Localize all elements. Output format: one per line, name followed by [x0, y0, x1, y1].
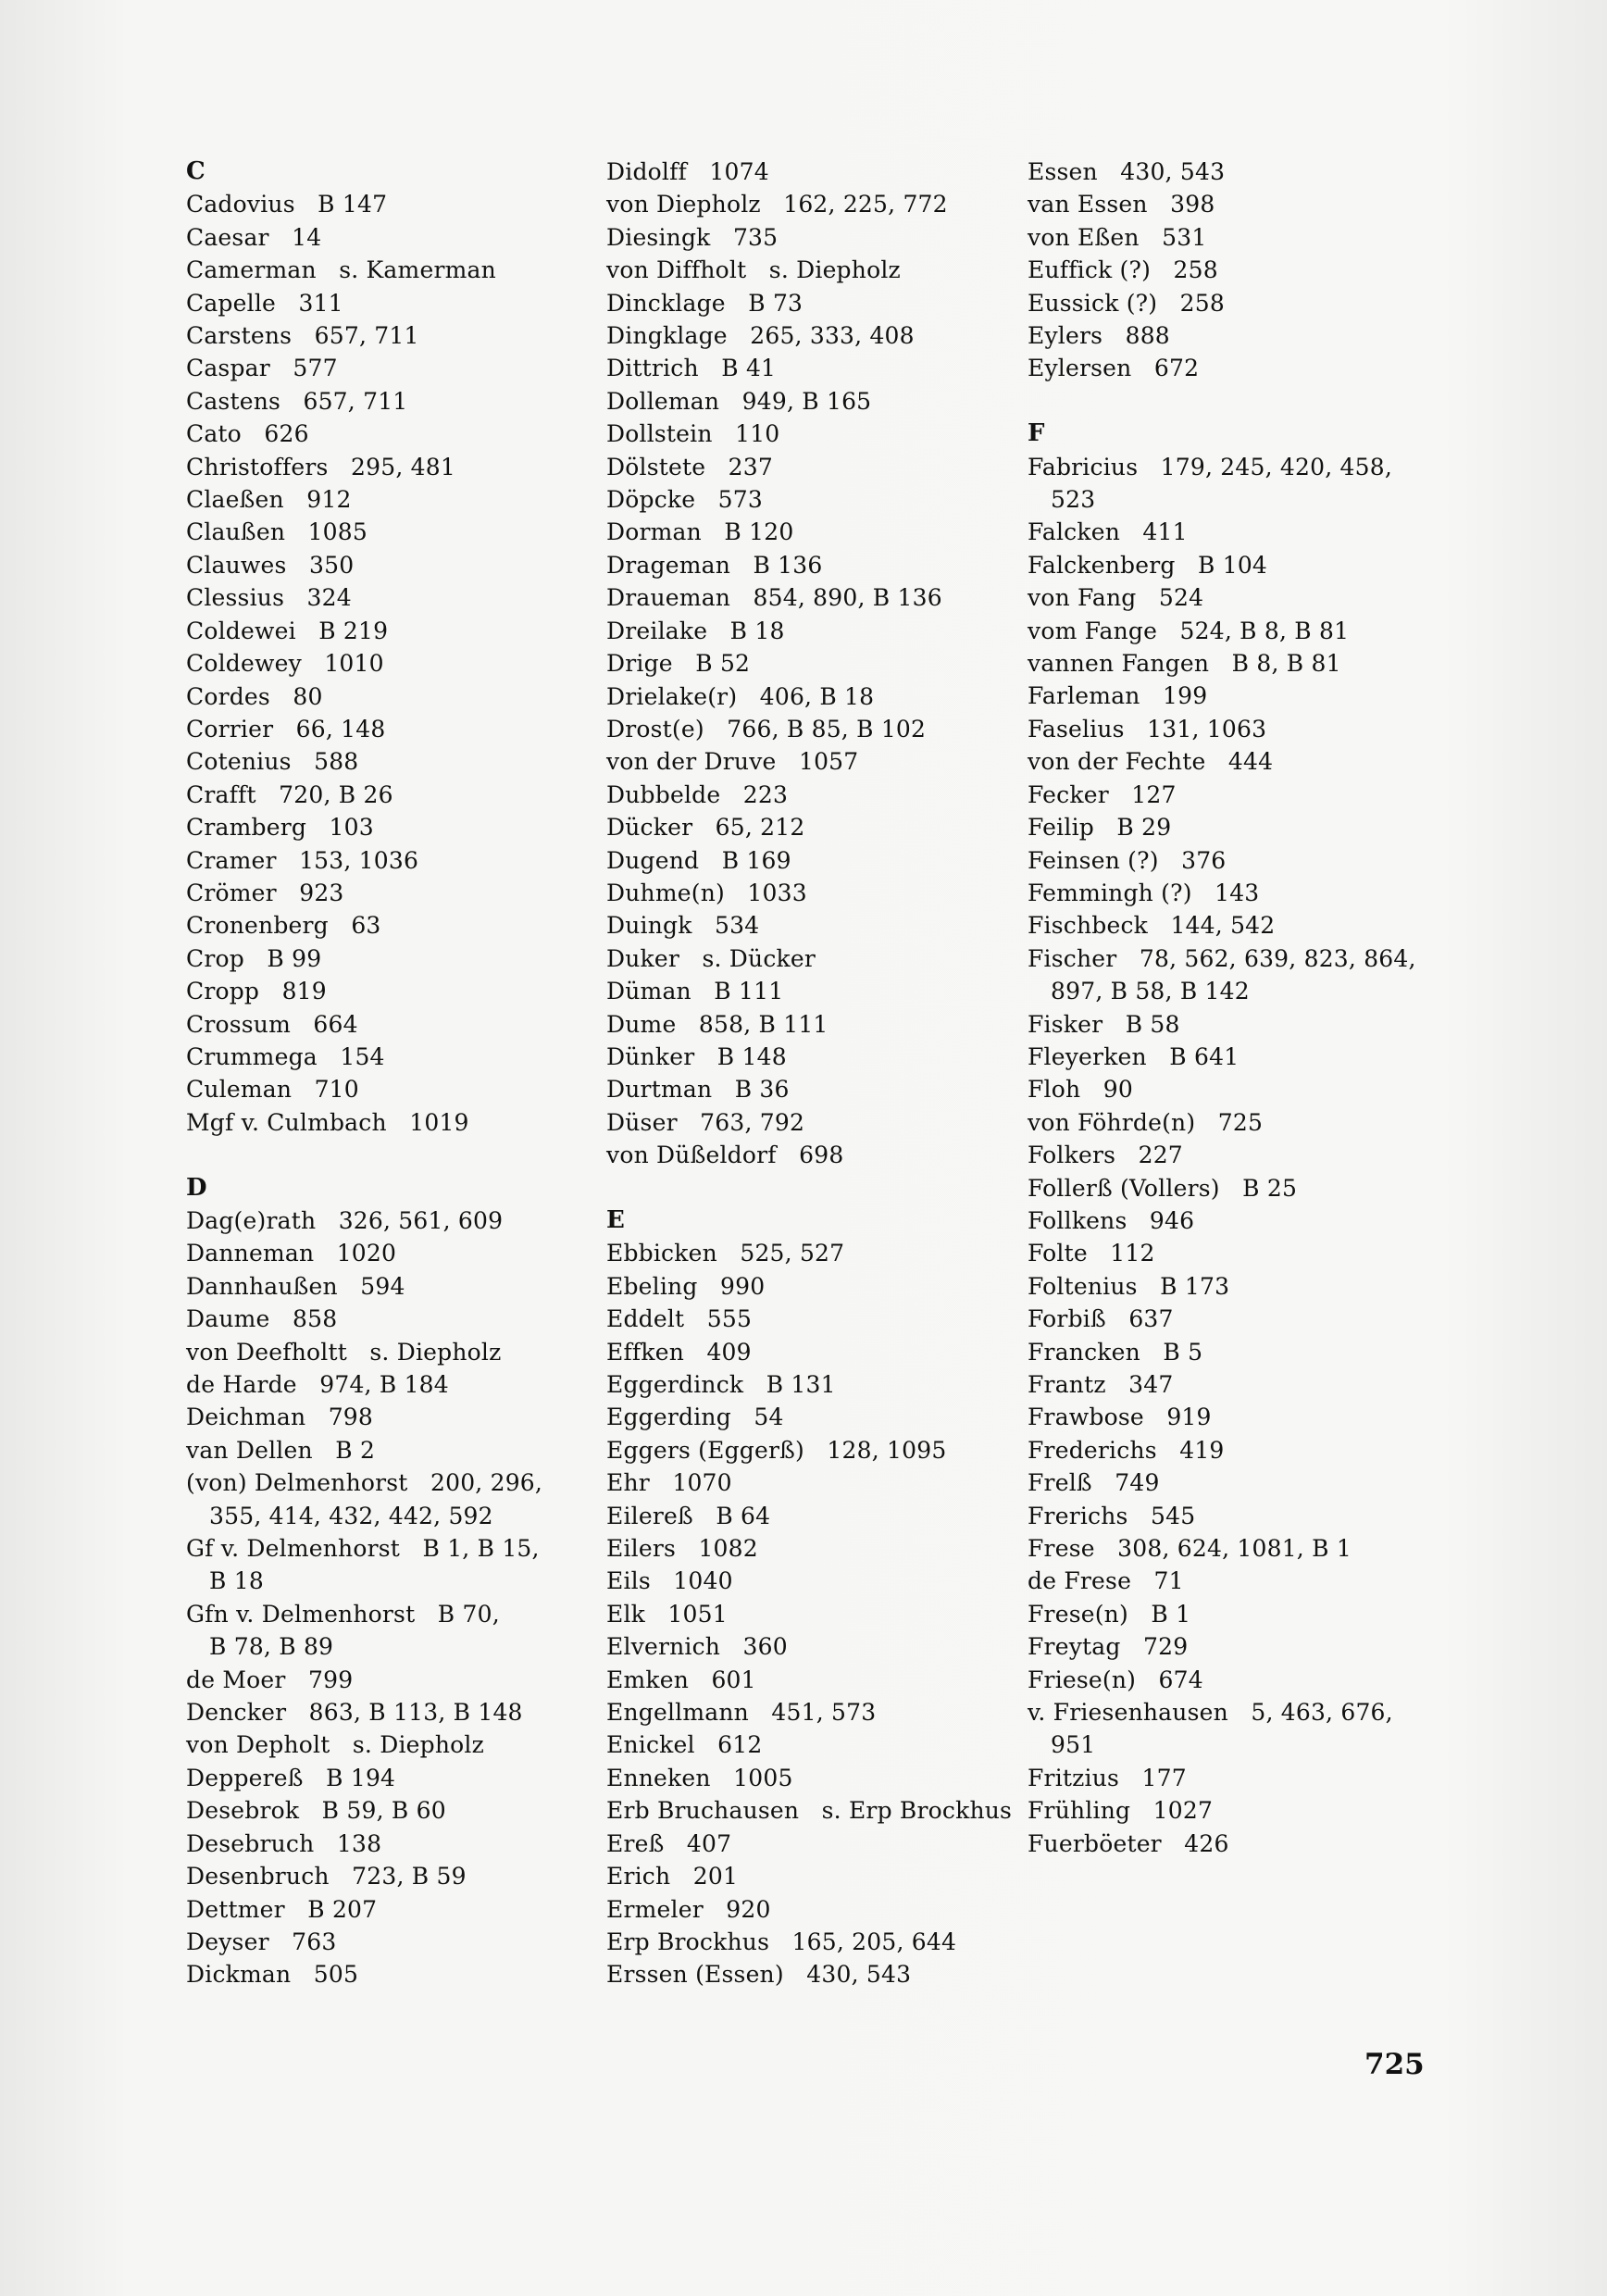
index-entry: Enickel 612: [606, 1731, 763, 1759]
index-entry: Effken 409: [606, 1338, 752, 1366]
index-entry-continuation: 897, B 58, B 142: [1051, 978, 1250, 1005]
index-entry: Euffick (?) 258: [1028, 256, 1218, 284]
index-entry: Cropp 819: [186, 978, 327, 1005]
index-entry: Diesingk 735: [606, 223, 779, 251]
index-entry: Ermeler 920: [606, 1895, 771, 1923]
index-entry: Frelß 749: [1028, 1469, 1160, 1497]
index-entry: Döpcke 573: [606, 486, 764, 514]
index-entry: Eils 1040: [606, 1567, 733, 1595]
index-entry: Clessius 324: [186, 584, 352, 612]
index-entry: Foltenius B 173: [1028, 1272, 1230, 1300]
index-entry: Fecker 127: [1028, 780, 1177, 808]
index-entry: Cato 626: [186, 420, 309, 448]
index-entry: von Eßen 531: [1028, 223, 1207, 251]
index-entry: Mgf v. Culmbach 1019: [186, 1108, 469, 1136]
index-entry: Ebbicken 525, 527: [606, 1240, 845, 1267]
index-entry: Dittrich B 41: [606, 355, 777, 382]
index-entry: Ereß 407: [606, 1829, 732, 1857]
index-entry: Ehr 1070: [606, 1469, 732, 1497]
index-entry: Cronenberg 63: [186, 912, 381, 940]
index-entry: Carstens 657, 711: [186, 322, 419, 350]
index-entry: Castens 657, 711: [186, 387, 408, 415]
index-entry: Camerman s. Kamerman: [186, 256, 496, 284]
index-entry: Cordes 80: [186, 682, 323, 710]
index-entry: Dencker 863, B 113, B 148: [186, 1699, 523, 1727]
index-entry: Claußen 1085: [186, 518, 367, 546]
index-column-3: [1028, 156, 1435, 1860]
index-entry: Crossum 664: [186, 1010, 358, 1038]
index-entry: Dannhaußen 594: [186, 1272, 405, 1300]
index-entry: Faselius 131, 1063: [1028, 715, 1267, 742]
index-entry: Dag(e)rath 326, 561, 609: [186, 1206, 504, 1234]
index-entry: Düman B 111: [606, 978, 784, 1005]
index-entry: Coldewey 1010: [186, 650, 384, 678]
index-entry-continuation: 951: [1051, 1731, 1096, 1759]
index-entry: Essen 430, 543: [1028, 158, 1226, 185]
index-entry: Crop B 99: [186, 944, 322, 972]
index-entry: Friese(n) 674: [1028, 1666, 1203, 1693]
index-entry: Dünker B 148: [606, 1042, 787, 1070]
index-entry: Dume 858, B 111: [606, 1010, 828, 1038]
index-entry: Eilers 1082: [606, 1535, 758, 1563]
index-entry: Drageman B 136: [606, 551, 823, 579]
index-entry: von der Druve 1057: [606, 748, 859, 776]
index-entry: Eddelt 555: [606, 1305, 753, 1333]
index-entry: vannen Fangen B 8, B 81: [1028, 650, 1341, 678]
index-entry: Frühling 1027: [1028, 1797, 1214, 1825]
index-entry: Crafft 720, B 26: [186, 780, 393, 808]
index-entry: Dreilake B 18: [606, 617, 785, 644]
index-entry: Femmingh (?) 143: [1028, 879, 1260, 906]
index-entry: Folte 112: [1028, 1240, 1155, 1267]
index-entry: Dickman 505: [186, 1961, 359, 1989]
section-letter: D: [186, 1173, 207, 1202]
index-entry: von der Fechte 444: [1028, 748, 1274, 776]
index-entry: Cramer 153, 1036: [186, 846, 419, 874]
index-entry: Duker s. Dücker: [606, 944, 816, 972]
index-entry: Desenbruch 723, B 59: [186, 1863, 467, 1890]
index-entry: van Dellen B 2: [186, 1436, 376, 1464]
index-entry: Dollstein 110: [606, 420, 780, 448]
index-entry: Crummega 154: [186, 1042, 385, 1070]
index-entry: Drige B 52: [606, 650, 751, 678]
index-entry: Dölstete 237: [606, 453, 773, 480]
index-entry: Danneman 1020: [186, 1240, 397, 1267]
index-entry: Elk 1051: [606, 1600, 728, 1628]
index-entry: Fischbeck 144, 542: [1028, 912, 1276, 940]
index-entry: von Depholt s. Diepholz: [186, 1731, 484, 1759]
index-entry: Duingk 534: [606, 912, 760, 940]
index-entry: Feinsen (?) 376: [1028, 846, 1227, 874]
index-entry: Erich 201: [606, 1863, 739, 1890]
section-letter: F: [1028, 419, 1045, 448]
index-entry-continuation: B 78, B 89: [209, 1633, 334, 1661]
index-entry: Farleman 199: [1028, 682, 1208, 710]
index-entry: van Essen 398: [1028, 191, 1215, 218]
index-entry: Falckenberg B 104: [1028, 551, 1268, 579]
index-entry: Fisker B 58: [1028, 1010, 1180, 1038]
index-entry: de Harde 974, B 184: [186, 1371, 449, 1399]
index-entry: von Föhrde(n) 725: [1028, 1108, 1264, 1136]
index-entry: Durtman B 36: [606, 1076, 790, 1104]
index-entry: Enneken 1005: [606, 1764, 793, 1791]
index-entry: Culeman 710: [186, 1076, 359, 1104]
section-letter: C: [186, 157, 206, 185]
index-entry: Capelle 311: [186, 289, 343, 317]
index-entry: Drielake(r) 406, B 18: [606, 682, 875, 710]
index-entry: Falcken 411: [1028, 518, 1188, 546]
index-entry: Cotenius 588: [186, 748, 359, 776]
index-entry: von Diepholz 162, 225, 772: [606, 191, 948, 218]
index-entry: vom Fange 524, B 8, B 81: [1028, 617, 1350, 644]
index-entry: Francken B 5: [1028, 1338, 1203, 1366]
index-entry: Follerß (Vollers) B 25: [1028, 1174, 1298, 1202]
index-entry: Didolff 1074: [606, 158, 769, 185]
index-entry: Folkers 227: [1028, 1142, 1183, 1169]
index-column-1: [186, 156, 593, 1991]
index-entry: (von) Delmenhorst 200, 296,: [186, 1469, 543, 1497]
index-entry-continuation: 355, 414, 432, 442, 592: [209, 1502, 493, 1529]
index-entry: Eussick (?) 258: [1028, 289, 1225, 317]
index-entry: Fritzius 177: [1028, 1764, 1187, 1791]
index-entry: Erb Bruchausen s. Erp Brockhus: [606, 1797, 1013, 1825]
index-entry: von Fang 524: [1028, 584, 1204, 612]
index-entry: Deyser 763: [186, 1928, 337, 1955]
index-entry: Düser 763, 792: [606, 1108, 805, 1136]
index-entry: Claeßen 912: [186, 486, 352, 514]
index-entry: Dettmer B 207: [186, 1895, 378, 1923]
index-entry: Erssen (Essen) 430, 543: [606, 1961, 912, 1989]
index-entry: Frese(n) B 1: [1028, 1600, 1191, 1628]
index-entry: Desebrok B 59, B 60: [186, 1797, 446, 1825]
index-entry: Frese 308, 624, 1081, B 1: [1028, 1535, 1352, 1563]
index-entry: Elvernich 360: [606, 1633, 788, 1661]
index-entry-continuation: 523: [1051, 486, 1096, 514]
index-entry: Draueman 854, 890, B 136: [606, 584, 942, 612]
index-entry: Eylersen 672: [1028, 355, 1200, 382]
index-entry: Engellmann 451, 573: [606, 1699, 877, 1727]
index-entry: Desebruch 138: [186, 1829, 382, 1857]
index-entry: Gf v. Delmenhorst B 1, B 15,: [186, 1535, 540, 1563]
index-entry: Frerichs 545: [1028, 1502, 1196, 1529]
index-entry: Dubbelde 223: [606, 780, 789, 808]
index-entry: Freytag 729: [1028, 1633, 1189, 1661]
section-gap: [606, 1172, 1032, 1204]
index-entry: Cramberg 103: [186, 814, 374, 842]
index-entry: Gfn v. Delmenhorst B 70,: [186, 1600, 500, 1628]
page-number: 725: [1364, 2048, 1425, 2081]
index-entry: Deichman 798: [186, 1404, 374, 1431]
index-entry: Fleyerken B 641: [1028, 1042, 1240, 1070]
index-entry: Dorman B 120: [606, 518, 794, 546]
index-entry: Frawbose 919: [1028, 1404, 1212, 1431]
index-entry: de Frese 71: [1028, 1567, 1184, 1595]
index-entry: Fuerböeter 426: [1028, 1829, 1229, 1857]
index-column-2: [606, 156, 1032, 1991]
index-entry: Duhme(n) 1033: [606, 879, 807, 906]
section-letter: E: [606, 1205, 626, 1234]
index-entry: Christoffers 295, 481: [186, 453, 455, 480]
index-entry: de Moer 799: [186, 1666, 354, 1693]
index-entry: Corrier 66, 148: [186, 715, 386, 742]
index-entry: v. Friesenhausen 5, 463, 676,: [1028, 1699, 1393, 1727]
index-entry: Fischer 78, 562, 639, 823, 864,: [1028, 944, 1416, 972]
index-entry: Dolleman 949, B 165: [606, 387, 872, 415]
index-entry: von Deefholtt s. Diepholz: [186, 1338, 502, 1366]
index-entry: Crömer 923: [186, 879, 344, 906]
index-entry: Floh 90: [1028, 1076, 1133, 1104]
index-entry: Frantz 347: [1028, 1371, 1174, 1399]
index-entry: Feilip B 29: [1028, 814, 1172, 842]
index-entry: Dücker 65, 212: [606, 814, 805, 842]
index-entry: Cadovius B 147: [186, 191, 388, 218]
index-entry: Clauwes 350: [186, 551, 355, 579]
index-entry: Daume 858: [186, 1305, 338, 1333]
index-entry: Eggerding 54: [606, 1404, 784, 1431]
index-entry: Eggerdinck B 131: [606, 1371, 836, 1399]
index-entry: Fabricius 179, 245, 420, 458,: [1028, 453, 1392, 480]
index-entry: Erp Brockhus 165, 205, 644: [606, 1928, 957, 1955]
index-entry: Frederichs 419: [1028, 1436, 1225, 1464]
index-entry: Caspar 577: [186, 355, 338, 382]
index-entry: Dincklage B 73: [606, 289, 804, 317]
index-entry: Emken 601: [606, 1666, 756, 1693]
index-entry: Coldewei B 219: [186, 617, 389, 644]
index-entry: Caesar 14: [186, 223, 322, 251]
index-entry: Forbiß 637: [1028, 1305, 1174, 1333]
index-entry: von Diffholt s. Diepholz: [606, 256, 901, 284]
section-gap: [186, 1139, 593, 1171]
index-entry-continuation: B 18: [209, 1567, 264, 1595]
section-gap: [1028, 385, 1435, 418]
index-entry: von Düßeldorf 698: [606, 1142, 844, 1169]
index-entry: Dingklage 265, 333, 408: [606, 322, 915, 350]
index-entry: Follkens 946: [1028, 1206, 1195, 1234]
index-entry: Dugend B 169: [606, 846, 791, 874]
index-entry: Ebeling 990: [606, 1272, 766, 1300]
index-entry: Deppereß B 194: [186, 1764, 396, 1791]
index-entry: Eilereß B 64: [606, 1502, 771, 1529]
index-entry: Eylers 888: [1028, 322, 1170, 350]
index-entry: Drost(e) 766, B 85, B 102: [606, 715, 927, 742]
index-entry: Eggers (Eggerß) 128, 1095: [606, 1436, 947, 1464]
